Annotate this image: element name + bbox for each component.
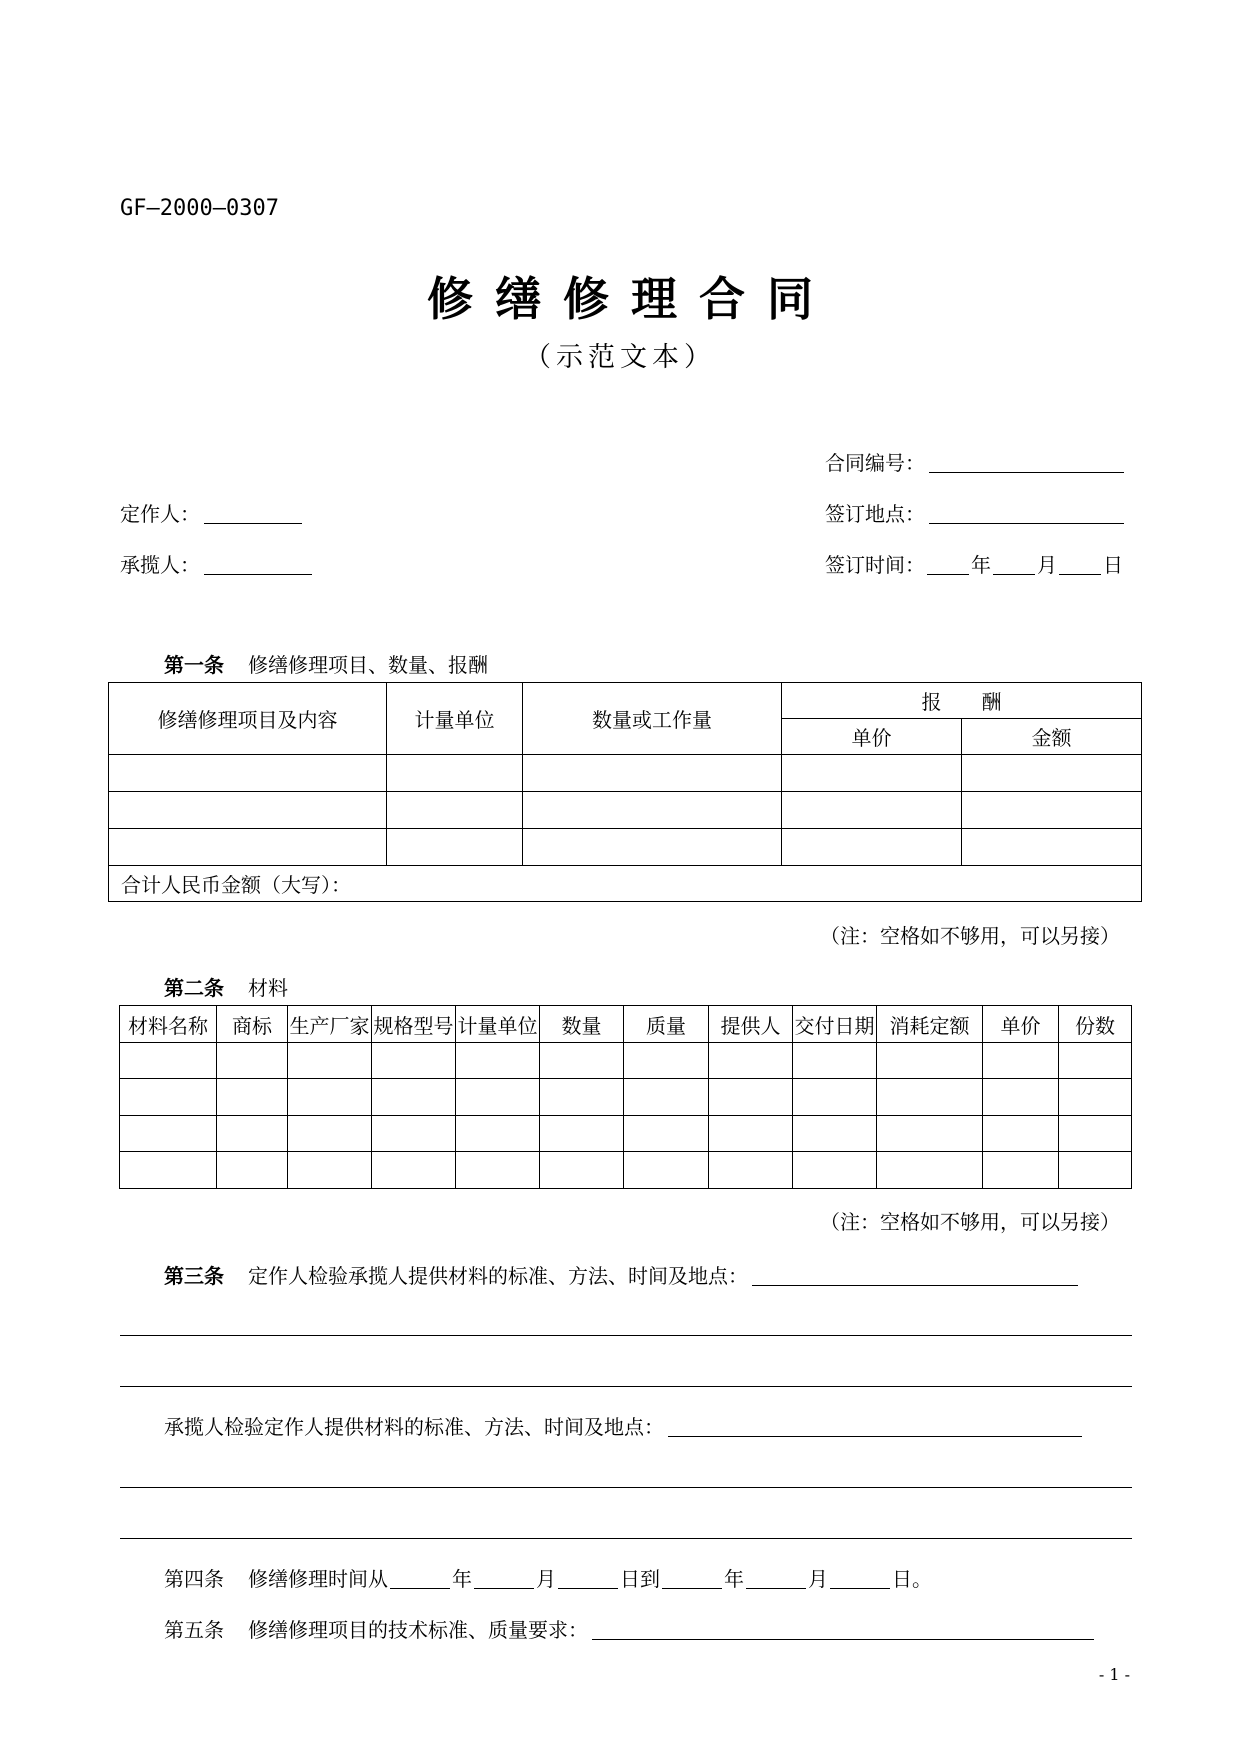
a1-col-quantity: 数量或工作量	[523, 683, 782, 755]
article3-blank[interactable]	[752, 1265, 1078, 1286]
article3-line-blank-1[interactable]	[120, 1335, 1132, 1336]
a2-col-provider: 提供人	[709, 1006, 793, 1043]
sign-year-blank[interactable]	[927, 554, 969, 575]
a4-year-label-2: 年	[724, 1567, 744, 1591]
sign-day-label: 日	[1103, 553, 1123, 577]
a2-col-unit: 计量单位	[456, 1006, 540, 1043]
article3-blank2[interactable]	[668, 1416, 1082, 1437]
a2-col-spec: 规格型号	[372, 1006, 456, 1043]
document-subtitle: （示范文本）	[524, 342, 716, 373]
sign-place-blank[interactable]	[929, 503, 1124, 524]
sign-day-blank[interactable]	[1059, 554, 1101, 575]
a4-day-to-label: 日到	[620, 1567, 660, 1591]
table-row	[109, 755, 1142, 792]
article1-title: 修缮修理项目、数量、报酬	[248, 653, 488, 677]
table-row	[120, 1116, 1132, 1152]
client-label: 定作人：	[120, 502, 200, 526]
a2-col-quality: 质量	[624, 1006, 709, 1043]
sign-time-label: 签订时间：	[825, 553, 925, 577]
article3-line1	[164, 1265, 1078, 1286]
a1-col-item: 修缮修理项目及内容	[109, 683, 387, 755]
document-code: GF—2000—0307	[120, 196, 279, 221]
article4-line	[164, 1568, 932, 1589]
contract-no-field	[825, 452, 1124, 473]
article5-number: 第五条	[164, 1618, 224, 1642]
article3-line-blank-2[interactable]	[120, 1386, 1132, 1387]
a4-end-year-blank[interactable]	[662, 1568, 722, 1589]
a2-col-brand: 商标	[217, 1006, 288, 1043]
article5-text: 修缮修理项目的技术标准、质量要求：	[248, 1618, 588, 1642]
article2-table	[119, 1005, 1132, 1189]
a1-total-label[interactable]: 合计人民币金额（大写）：	[109, 866, 1142, 902]
table-row	[109, 829, 1142, 866]
article3-line-blank-4[interactable]	[120, 1538, 1132, 1539]
table-row	[120, 1043, 1132, 1079]
a1-col-unit-price: 单价	[782, 719, 962, 755]
article2-title: 材料	[248, 976, 288, 1000]
a4-end-day-blank[interactable]	[830, 1568, 890, 1589]
article1-table	[108, 682, 1142, 902]
a2-col-maker: 生产厂家	[288, 1006, 372, 1043]
a1-col-amount: 金额	[962, 719, 1142, 755]
article3-line2	[164, 1416, 1082, 1437]
a4-start-month-blank[interactable]	[474, 1568, 534, 1589]
a1-col-unit: 计量单位	[387, 683, 523, 755]
article1-heading	[164, 655, 488, 675]
a4-end-month-blank[interactable]	[746, 1568, 806, 1589]
table-row	[120, 1079, 1132, 1116]
a4-start-year-blank[interactable]	[390, 1568, 450, 1589]
contract-no-blank[interactable]	[929, 452, 1124, 473]
a4-day-end-label: 日。	[892, 1567, 932, 1591]
article1-number: 第一条	[164, 653, 224, 677]
sign-year-label: 年	[971, 553, 991, 577]
article2-number: 第二条	[164, 976, 224, 1000]
sign-time-field	[825, 554, 1123, 575]
table-row	[120, 1152, 1132, 1189]
article5-line	[164, 1619, 1094, 1640]
document-title: 修缮修理合同	[427, 272, 835, 326]
contract-no-label: 合同编号：	[825, 451, 925, 475]
a2-col-unit-price: 单价	[983, 1006, 1059, 1043]
sign-place-field	[825, 503, 1124, 524]
article3-line-blank-3[interactable]	[120, 1487, 1132, 1488]
sign-place-label: 签订地点：	[825, 502, 925, 526]
a2-col-quantity: 数量	[540, 1006, 624, 1043]
a4-month-label-1: 月	[536, 1567, 556, 1591]
client-blank[interactable]	[204, 503, 302, 524]
table-row	[109, 792, 1142, 829]
a2-col-delivery-date: 交付日期	[793, 1006, 877, 1043]
article1-note: （注：空格如不够用，可以另接）	[820, 924, 1120, 948]
article3-text2: 承揽人检验定作人提供材料的标准、方法、时间及地点：	[164, 1415, 664, 1439]
article2-heading	[164, 978, 288, 998]
a4-year-label-1: 年	[452, 1567, 472, 1591]
article2-note: （注：空格如不够用，可以另接）	[820, 1210, 1120, 1234]
article3-text: 定作人检验承揽人提供材料的标准、方法、时间及地点：	[248, 1264, 748, 1288]
contractor-label: 承揽人：	[120, 553, 200, 577]
a2-col-name: 材料名称	[120, 1006, 217, 1043]
a1-col-pay: 报 酬	[782, 683, 1142, 719]
a4-start-day-blank[interactable]	[558, 1568, 618, 1589]
page-number: - 1 -	[1098, 1665, 1130, 1684]
sign-month-blank[interactable]	[993, 554, 1035, 575]
client-field	[120, 503, 302, 524]
a4-month-label-2: 月	[808, 1567, 828, 1591]
contractor-blank[interactable]	[204, 554, 312, 575]
a2-col-copies: 份数	[1059, 1006, 1132, 1043]
article5-blank[interactable]	[592, 1619, 1094, 1640]
article4-text: 修缮修理时间从	[248, 1567, 388, 1591]
a2-col-consumption-quota: 消耗定额	[877, 1006, 983, 1043]
article4-number: 第四条	[164, 1567, 224, 1591]
article3-number: 第三条	[164, 1264, 224, 1288]
contractor-field	[120, 554, 312, 575]
sign-month-label: 月	[1037, 553, 1057, 577]
